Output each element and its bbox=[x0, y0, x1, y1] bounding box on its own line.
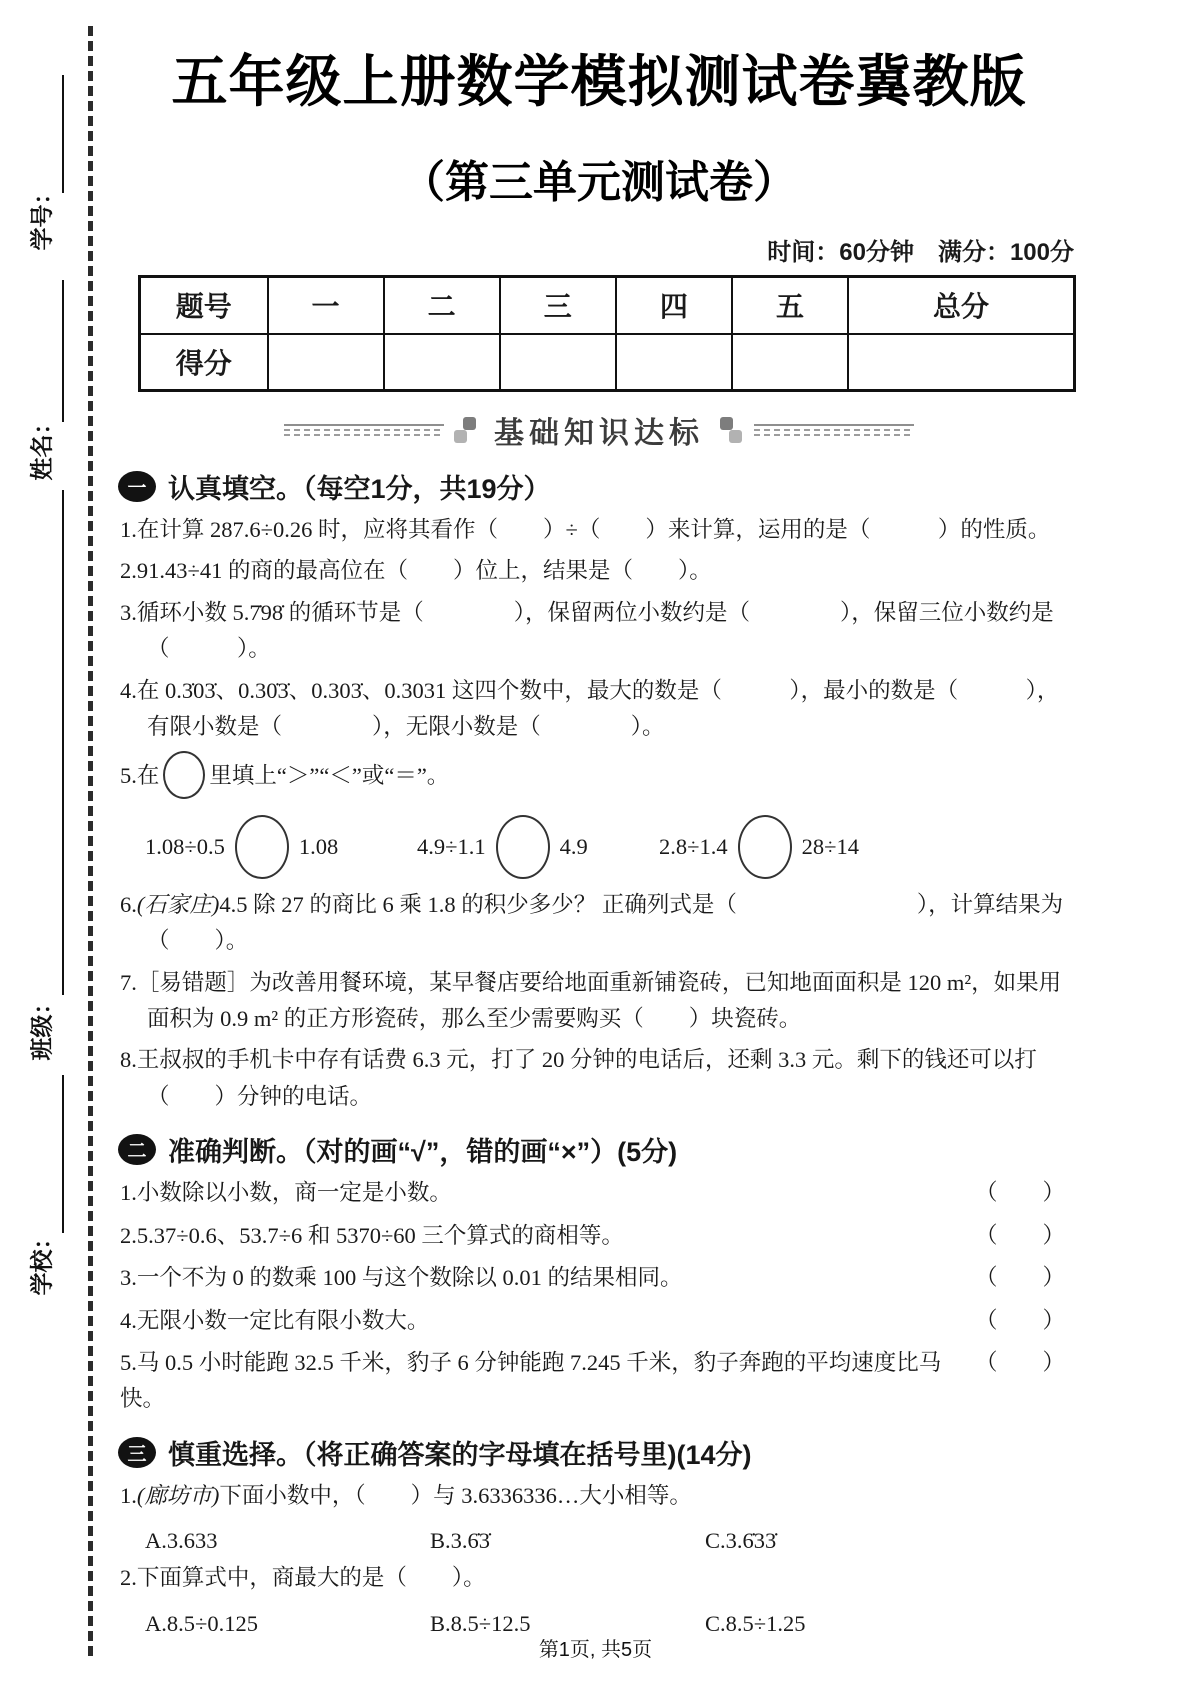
name-label: 姓名： bbox=[28, 411, 55, 481]
score-empty-cell bbox=[616, 334, 732, 391]
score-header-cell: 二 bbox=[384, 277, 500, 334]
option-a: A.3.633 bbox=[145, 1528, 218, 1554]
class-write-line bbox=[62, 490, 64, 995]
comparison-item bbox=[417, 815, 659, 879]
fill-question-6-number: 6. bbox=[120, 891, 137, 917]
banner-title: 基础知识达标 bbox=[494, 417, 704, 450]
answer-bracket: （ ） bbox=[974, 1180, 1065, 1206]
fill-question-6 bbox=[120, 887, 1078, 960]
fill-question-5-lead: 5.在 bbox=[120, 762, 160, 788]
paper-title: 五年级上册数学模拟测试卷冀教版 bbox=[171, 50, 1027, 113]
answer-bracket: （ ） bbox=[974, 1222, 1065, 1248]
score-header-cell: 五 bbox=[732, 277, 848, 334]
choice-question-2: 2.下面算式中，商最大的是（ ）。 bbox=[120, 1565, 486, 1591]
score-empty-cell bbox=[732, 334, 848, 391]
score-empty-cell bbox=[500, 334, 616, 391]
fill-question-8: 8.王叔叔的手机卡中存有话费 6.3 元，打了 20 分钟的电话后，还剩 3.3 元。剩下的钱还可以打（ ）分钟的电话。 bbox=[120, 1047, 1037, 1109]
compare-circle-blank bbox=[496, 815, 550, 879]
judge-question-2 bbox=[120, 1218, 1065, 1254]
comparison-right: 28÷14 bbox=[801, 833, 859, 859]
comparison-item bbox=[659, 815, 859, 879]
fill-question-7: 7.［易错题］为改善用餐环境，某早餐店要给地面重新铺瓷砖，已知地面面积是 120 m²，如果用面积为 0.9 m² 的正方形瓷砖，那么至少需要购买（ ）块瓷砖。 bbox=[120, 969, 1062, 1031]
score-header-cell: 三 bbox=[500, 277, 616, 334]
section-choice-header bbox=[118, 1433, 1080, 1472]
score-row-label: 得分 bbox=[140, 334, 268, 391]
score-table bbox=[138, 275, 1076, 392]
judge-question-3 bbox=[120, 1260, 1065, 1296]
paper-subtitle: （第三单元测试卷） bbox=[401, 158, 797, 207]
answer-bracket: （ ） bbox=[974, 1307, 1065, 1333]
option-a: A.8.5÷0.125 bbox=[145, 1610, 258, 1636]
section-judge-header bbox=[118, 1130, 1080, 1169]
fill-question-6-source-tag: (石家庄) bbox=[136, 891, 220, 917]
section-two-icon: 二 bbox=[118, 1134, 156, 1165]
choice-question-1-text: 下面小数中，（ ）与 3.6336336…大小相等。 bbox=[219, 1482, 692, 1508]
fill-question-1: 1.在计算 287.6÷0.26 时，应将其看作（ ）÷（ ）来计算，运用的是（ ）的性质。 bbox=[120, 517, 1051, 542]
fill-question-5 bbox=[120, 751, 1078, 805]
time-score-meta: 时间：60分钟 满分：100分 bbox=[767, 239, 1074, 266]
main-content bbox=[118, 0, 1080, 1643]
judge-question-text: 3.一个不为 0 的数乘 100 与这个数除以 0.01 的结果相同。 bbox=[120, 1265, 683, 1291]
school-label: 学校： bbox=[28, 1226, 55, 1296]
class-label: 班级： bbox=[28, 991, 55, 1061]
score-empty-cell bbox=[384, 334, 500, 391]
fill-question-5-tail: 里填上“＞”“＜”或“＝”。 bbox=[209, 762, 450, 788]
score-empty-cell bbox=[268, 334, 384, 391]
score-header-cell: 总分 bbox=[848, 277, 1074, 334]
judge-question-text: 4.无限小数一定比有限小数大。 bbox=[120, 1307, 430, 1333]
judge-question-text: 5.马 0.5 小时能跑 32.5 千米，豹子 6 分钟能跑 7.245 千米，豹子奔跑的平均速度比马快。 bbox=[120, 1350, 942, 1412]
judge-question-1 bbox=[120, 1175, 1065, 1211]
section-one-icon: 一 bbox=[118, 471, 156, 502]
fill-question-3: 3.循环小数 5.7̇98̇ 的循环节是（ ），保留两位小数约是（ ），保留三位小数约是（ ）。 bbox=[120, 599, 1054, 662]
banner-right-hatch-decoration bbox=[754, 424, 914, 436]
answer-bracket: （ ） bbox=[974, 1265, 1065, 1291]
score-header-cell: 四 bbox=[616, 277, 732, 334]
choice-question-1-options bbox=[145, 1528, 1080, 1554]
comparison-left: 4.9÷1.1 bbox=[417, 833, 486, 859]
section-fill-header bbox=[118, 467, 1080, 506]
option-c: C.3.6̇33̇ bbox=[705, 1528, 777, 1554]
choice-question-1-source-tag: (廊坊市) bbox=[136, 1482, 220, 1508]
score-table-score-row bbox=[140, 334, 1075, 391]
student-id-label: 学号： bbox=[28, 181, 55, 251]
comparison-left: 2.8÷1.4 bbox=[659, 833, 728, 859]
score-header-cell: 一 bbox=[268, 277, 384, 334]
score-empty-cell bbox=[848, 334, 1074, 391]
option-c: C.8.5÷1.25 bbox=[705, 1610, 806, 1636]
fill-question-6-text: 4.5 除 27 的商比 6 乘 1.8 的积少多少？ 正确列式是（ ），计算结果为（ ）。 bbox=[147, 891, 1064, 954]
choice-question-1-number: 1. bbox=[120, 1482, 137, 1508]
option-b: B.3.6̇3̇ bbox=[430, 1528, 491, 1554]
judge-question-text: 1.小数除以小数，商一定是小数。 bbox=[120, 1180, 452, 1206]
student-id-write-line bbox=[62, 75, 64, 193]
section-three-icon: 三 bbox=[118, 1437, 156, 1468]
section-fill-title: 认真填空。（每空1分，共19分） bbox=[168, 474, 551, 504]
choice-question-1 bbox=[120, 1478, 1078, 1514]
answer-bracket: （ ） bbox=[974, 1350, 1065, 1375]
comparison-row bbox=[145, 815, 1080, 879]
judge-question-5 bbox=[120, 1345, 1065, 1418]
name-write-line bbox=[62, 280, 64, 422]
comparison-right: 4.9 bbox=[559, 833, 588, 859]
dashed-margin-rule bbox=[88, 26, 93, 1656]
judge-question-text: 2.5.37÷0.6、53.7÷6 和 5370÷60 三个算式的商相等。 bbox=[120, 1222, 624, 1248]
judge-question-4 bbox=[120, 1303, 1065, 1339]
fill-question-4: 4.在 0.3̇03̇、0.30̇3̇、0.303̇、0.3031 这四个数中，最大的数是（ ），最小的数是（ ），有限小数是（ ），无限小数是（ ）。 bbox=[120, 677, 1060, 740]
score-table-header-row bbox=[140, 277, 1075, 334]
section-banner bbox=[118, 408, 1080, 452]
comparison-right: 1.08 bbox=[298, 833, 339, 859]
compare-circle-blank bbox=[738, 815, 792, 879]
score-header-cell: 题号 bbox=[140, 277, 268, 334]
comparison-item bbox=[145, 815, 417, 879]
page-number-footer: 第1页, 共5页 bbox=[538, 1639, 653, 1661]
banner-left-squares-icon bbox=[454, 417, 478, 443]
compare-circle-blank bbox=[235, 815, 289, 879]
banner-right-squares-icon bbox=[720, 417, 744, 443]
section-judge-title: 准确判断。（对的画“√”，错的画“×”）(5分) bbox=[168, 1137, 678, 1168]
option-b: B.8.5÷12.5 bbox=[430, 1610, 531, 1636]
school-write-line bbox=[62, 1075, 64, 1233]
compare-circle-blank bbox=[163, 751, 205, 799]
banner-left-hatch-decoration bbox=[284, 424, 444, 436]
fill-question-2: 2.91.43÷41 的商的最高位在（ ）位上，结果是（ ）。 bbox=[120, 558, 712, 584]
section-choice-title: 慎重选择。（将正确答案的字母填在括号里)(14分) bbox=[168, 1439, 752, 1470]
comparison-left: 1.08÷0.5 bbox=[145, 833, 225, 859]
